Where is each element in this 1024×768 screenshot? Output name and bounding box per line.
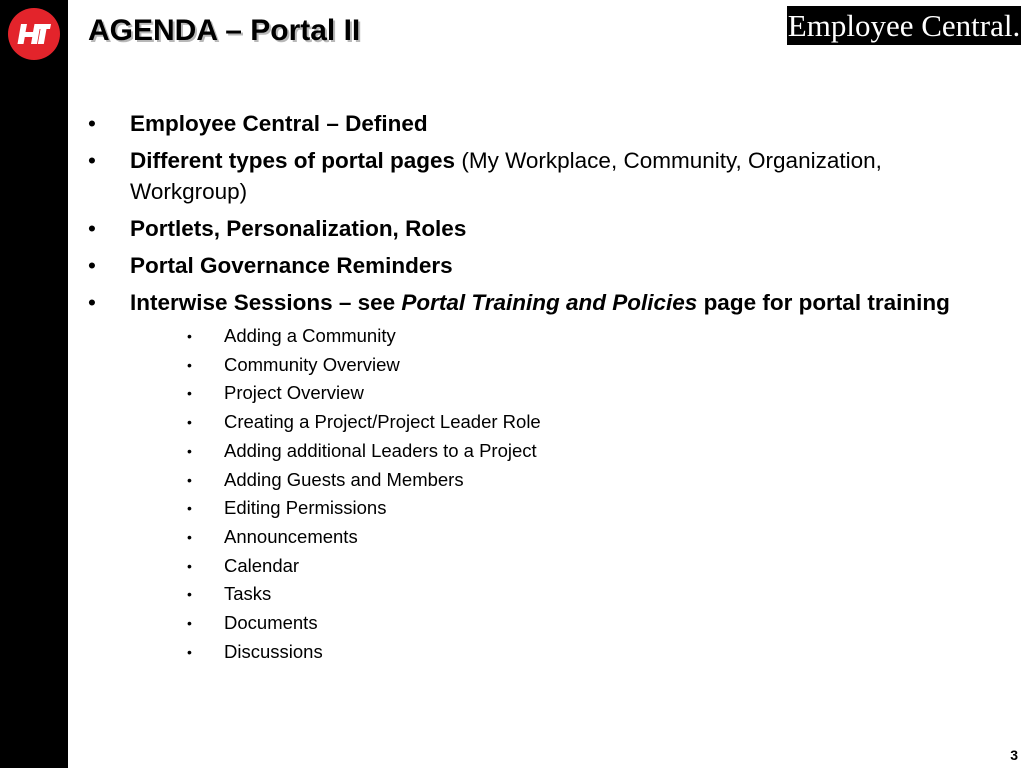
bullet-icon: • [187,528,192,545]
bullet-icon: • [187,615,192,632]
session-list-item [130,609,998,638]
bullet-icon: • [187,328,192,344]
bullet-icon: • [187,643,192,660]
session-list-item-label: Adding a Community [224,325,396,346]
session-list-item-label: Calendar [224,554,300,576]
agenda-item [88,145,998,207]
agenda-item-text: page for portal training [697,290,950,315]
session-list-item-label: Community Overview [224,353,400,375]
bullet-icon: • [88,111,96,136]
session-list-item [130,494,998,523]
session-list-item [130,408,998,437]
agenda-content [88,108,998,672]
agenda-item [88,213,998,244]
session-list-item [130,437,998,466]
left-sidebar-bar [0,0,68,768]
agenda-item-text: Interwise Sessions – see [130,290,402,315]
agenda-item-emphasis: Portal Training and Policies [401,290,698,315]
session-list-item-label: Announcements [224,525,358,547]
bullet-icon: • [88,290,96,315]
session-list-item-label: Tasks [224,583,272,605]
session-list-item [130,351,998,380]
bullet-icon: • [187,586,192,603]
bullet-icon: • [187,356,192,373]
page-number: 3 [1010,747,1018,763]
bullet-icon: • [187,442,192,459]
session-list-item-label: Editing Permissions [224,497,387,519]
bullet-icon: • [187,471,192,488]
agenda-item [88,108,998,139]
bullet-icon: • [88,148,96,173]
agenda-item-text: Portlets, Personalization, Roles [130,216,467,241]
session-list-item-label: Discussions [224,640,323,662]
session-list-item [130,552,998,581]
agenda-item-text: Different types of portal pages [130,148,456,173]
session-list-item-label: Adding additional Leaders to a Project [224,439,537,461]
agenda-list [88,108,998,666]
agenda-item-text: Employee Central – Defined [130,111,428,136]
agenda-item-text: Portal Governance Reminders [130,253,453,278]
session-list-item-label: Adding Guests and Members [224,468,464,490]
session-list-item-label: Project Overview [224,382,364,404]
bullet-icon: • [187,385,192,402]
page-title: AGENDA – Portal II [88,14,361,47]
session-list-item-label: Creating a Project/Project Leader Role [224,411,541,433]
company-logo-icon [8,8,60,60]
session-list-item [130,523,998,552]
bullet-icon: • [88,216,96,241]
bullet-icon: • [187,414,192,431]
agenda-item-detail: (My Workplace, Community, Organization, Workgroup) [130,148,882,204]
bullet-icon: • [187,500,192,517]
bullet-icon: • [88,253,96,278]
session-list-item [130,466,998,495]
session-list-item [130,580,998,609]
session-sublist [130,322,998,666]
agenda-item [88,250,998,281]
session-list-item [130,379,998,408]
agenda-item [88,287,998,666]
bullet-icon: • [187,557,192,574]
session-list-item [130,322,998,351]
session-list-item-label: Documents [224,612,318,634]
brand-logo: Employee Central. [787,8,1021,43]
session-list-item [130,638,998,667]
